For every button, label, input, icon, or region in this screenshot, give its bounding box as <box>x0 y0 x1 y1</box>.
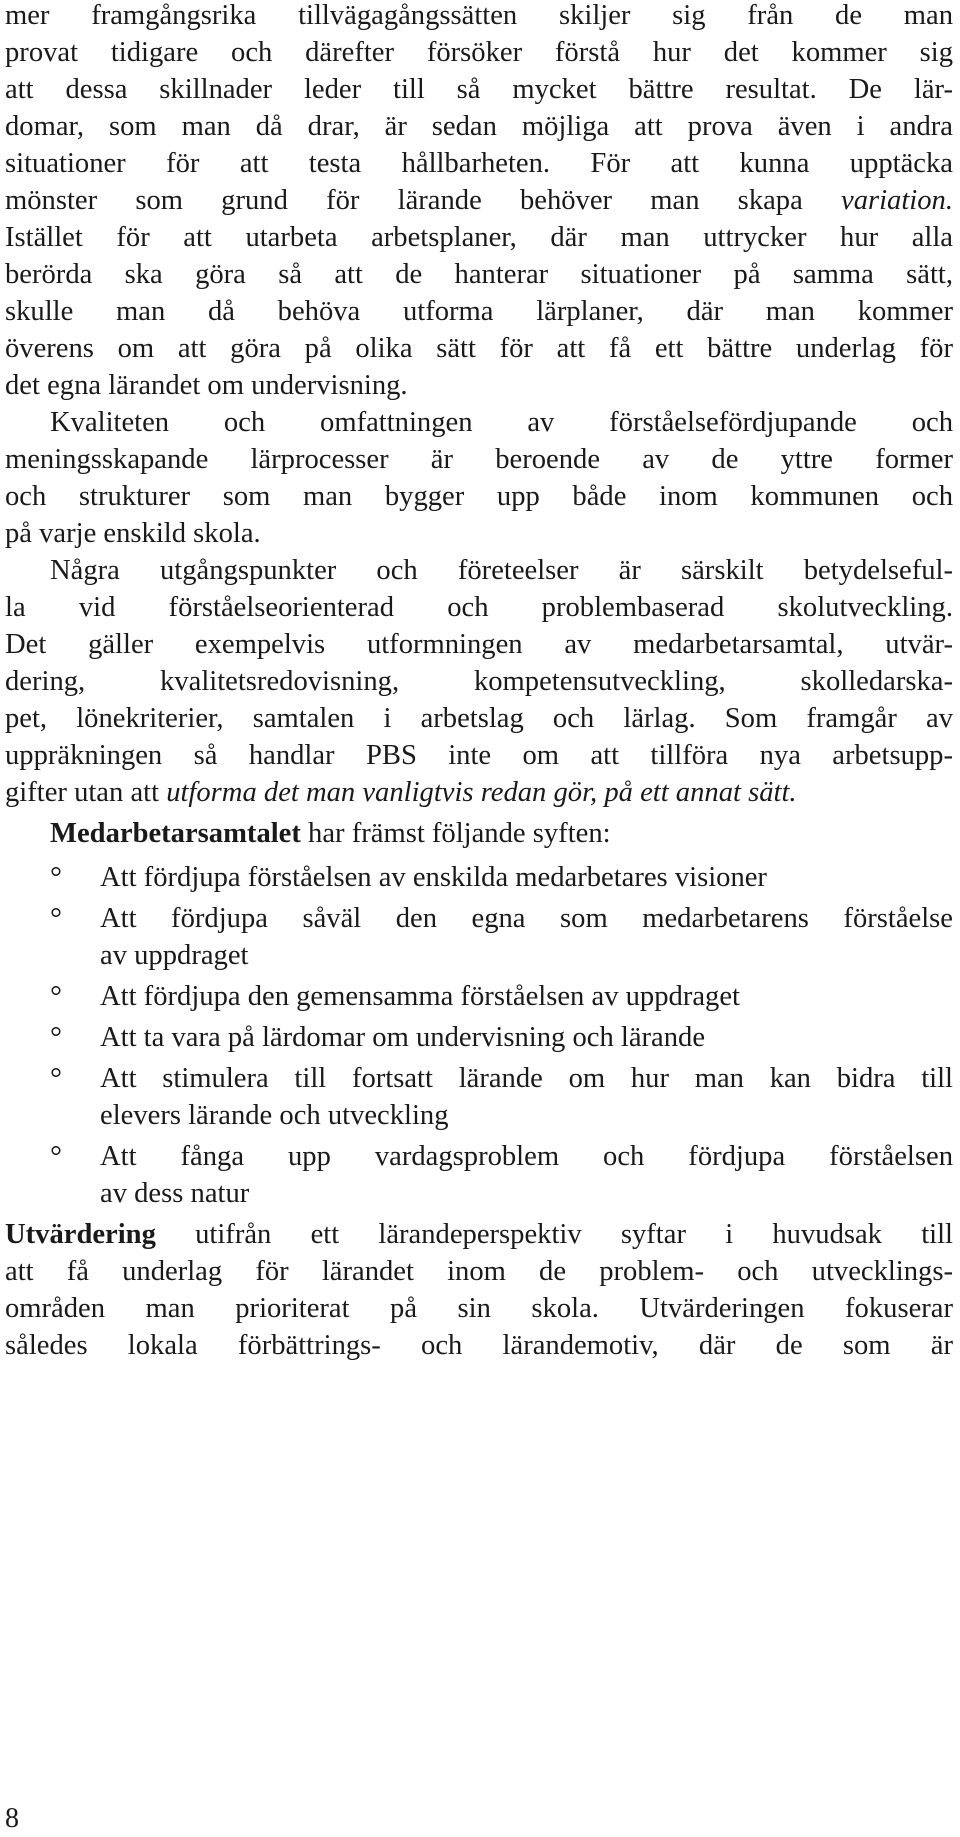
text-line: berörda ska göra så att de hanterar situationer på samma sätt, <box>5 259 953 290</box>
list-item: Att stimulera till fortsatt lärande om hur man kan bidra till <box>100 1063 953 1094</box>
text-line <box>5 771 797 815</box>
bullet-icon: ° <box>50 1021 62 1054</box>
page-number: 8 <box>5 1803 19 1834</box>
text-line: områden man prioriterat på sin skola. Utvärderingen fokuserar <box>5 1293 953 1324</box>
list-item: Att fördjupa förståelsen av enskilda medarbetares visioner <box>100 862 767 893</box>
text-line: skulle man då behöva utforma lärplaner, där man kommer <box>5 296 953 327</box>
paragraph-first-line: Några utgångspunkter och företeelser är särskilt betydelseful- <box>50 555 953 586</box>
bullet-icon: ° <box>50 861 62 894</box>
list-item-continuation: elevers lärande och utveckling <box>100 1100 449 1131</box>
text-line: domar, som man då drar, är sedan möjliga att prova även i andra <box>5 111 953 142</box>
text-line: pet, lönekriterier, samtalen i arbetslag och lärlag. Som framgår av <box>5 703 953 734</box>
text-line: Det gäller exempelvis utformningen av medarbetarsamtal, utvär- <box>5 629 953 660</box>
text-line: det egna lärandet om undervisning. <box>5 370 408 401</box>
list-item-continuation: av dess natur <box>100 1178 250 1209</box>
bullet-icon: ° <box>50 1140 62 1173</box>
text-line: dering, kvalitetsredovisning, kompetensutveckling, skolledarska- <box>5 666 953 697</box>
list-item: Att fördjupa såväl den egna som medarbetarens förståelse <box>100 903 953 934</box>
text-span: gifter utan att <box>5 777 160 808</box>
bullet-icon: ° <box>50 980 62 1013</box>
list-item: Att fånga upp vardagsproblem och fördjupa förståelsen <box>100 1141 953 1172</box>
text-line: la vid förståelseorienterad och problembaserad skolutveckling. <box>5 592 953 623</box>
emphasis-text: variation. <box>841 185 953 216</box>
text-line: mer framgångsrika tillvägagångssätten skiljer sig från de man <box>5 0 953 31</box>
bullet-icon: ° <box>50 1062 62 1095</box>
list-item: Att ta vara på lärdomar om undervisning och lärande <box>100 1022 706 1053</box>
bullet-icon: ° <box>50 902 62 935</box>
bold-term: Medarbetarsamtalet <box>50 818 301 849</box>
emphasis-text: utforma det man vanligtvis redan gör, på ett annat sätt. <box>166 777 797 808</box>
list-item: Att fördjupa den gemensamma förståelsen av uppdraget <box>100 981 740 1012</box>
text-line: meningsskapande lärprocesser är beroende av de yttre former <box>5 444 953 475</box>
text-line: således lokala förbättrings- och lärandemotiv, där de som är <box>5 1330 953 1361</box>
text-line: situationer för att testa hållbarheten. För att kunna upptäcka <box>5 148 953 179</box>
text-line: Istället för att utarbeta arbetsplaner, där man uttrycker hur alla <box>5 222 953 253</box>
text-line: överens om att göra på olika sätt för att få ett bättre underlag för <box>5 333 953 364</box>
text-span: mönster som grund för lärande behöver man skapa <box>5 185 803 216</box>
list-intro-line <box>50 812 611 856</box>
text-span: har främst följande syften: <box>300 818 611 849</box>
text-line: att dessa skillnader leder till så mycket bättre resultat. De lär- <box>5 74 953 105</box>
bold-term: Utvärdering <box>5 1219 156 1250</box>
text-line: att få underlag för lärandet inom de problem- och utvecklings- <box>5 1256 953 1287</box>
list-item-continuation: av uppdraget <box>100 940 249 971</box>
text-span: utifrån ett lärandeperspektiv syftar i huvudsak till <box>155 1219 953 1250</box>
text-line: uppräkningen så handlar PBS inte om att tillföra nya arbetsupp- <box>5 740 953 771</box>
text-line: och strukturer som man bygger upp både inom kommunen och <box>5 481 953 512</box>
paragraph-first-line: Kvaliteten och omfattningen av förståelsefördjupande och <box>50 407 953 438</box>
text-line: på varje enskild skola. <box>5 518 261 549</box>
text-line: provat tidigare och därefter försöker förstå hur det kommer sig <box>5 37 953 68</box>
